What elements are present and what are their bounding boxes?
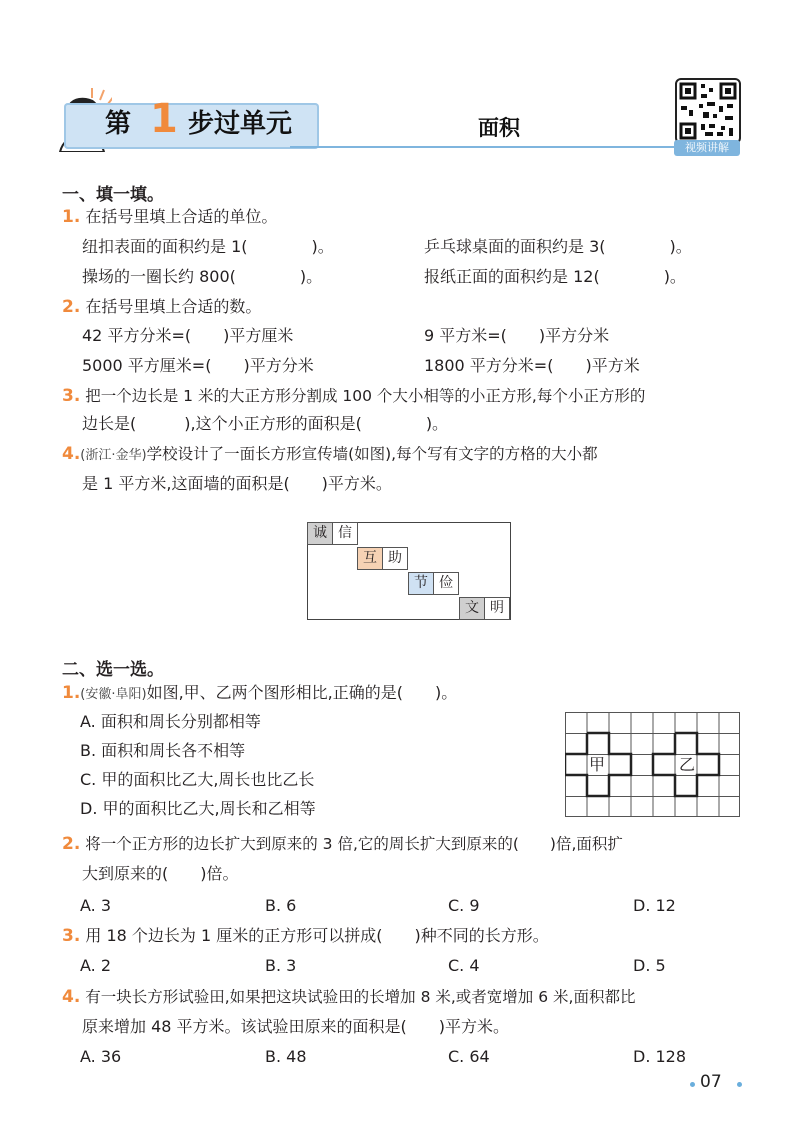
q1-item-a: 纽扣表面的面积约是 1( )。 bbox=[82, 237, 334, 256]
wall-cell: 明 bbox=[485, 598, 510, 620]
question-text: 在括号里填上合适的数。 bbox=[85, 297, 262, 316]
question-2-4 bbox=[62, 987, 635, 1007]
question-text: 有一块长方形试验田,如果把这块试验田的长增加 8 米,或者宽增加 6 米,面积都比 bbox=[85, 988, 636, 1006]
section-heading-choose: 二、选一选。 bbox=[62, 660, 164, 680]
page-dot-right bbox=[737, 1082, 742, 1087]
question-2-2-line2: 大到原来的( )倍。 bbox=[82, 864, 239, 883]
wall-cell: 文 bbox=[460, 598, 485, 620]
question-number: 3. bbox=[62, 926, 81, 946]
question-2-2 bbox=[62, 834, 623, 854]
qr-code-icon[interactable] bbox=[675, 78, 741, 144]
option-a[interactable]: A. 面积和周长分别都相等 bbox=[80, 712, 261, 731]
option-a[interactable]: A. 3 bbox=[80, 896, 112, 915]
question-source: (安徽·阜阳) bbox=[80, 687, 147, 702]
question-text: 将一个正方形的边长扩大到原来的 3 倍,它的周长扩大到原来的( )倍,面积扩 bbox=[85, 835, 623, 853]
question-number: 2. bbox=[62, 834, 81, 854]
banner-label-left: 第 bbox=[105, 109, 132, 139]
question-number: 4. bbox=[62, 987, 81, 1007]
q2-item-a: 42 平方分米=( )平方厘米 bbox=[82, 326, 294, 345]
wall-cell: 俭 bbox=[434, 573, 459, 595]
option-d[interactable]: D. 128 bbox=[633, 1047, 687, 1066]
page-dot-left bbox=[690, 1082, 695, 1087]
question-text: 如图,甲、乙两个图形相比,正确的是( )。 bbox=[146, 683, 458, 702]
option-c[interactable]: C. 9 bbox=[448, 896, 480, 915]
question-4-line2: 是 1 平方米,这面墙的面积是( )平方米。 bbox=[82, 474, 392, 493]
question-3-line2: 边长是( ),这个小正方形的面积是( )。 bbox=[82, 414, 449, 433]
banner-number: 1 bbox=[150, 96, 178, 142]
option-d[interactable]: D. 甲的面积比乙大,周长和乙相等 bbox=[80, 799, 316, 818]
label-yi: 乙 bbox=[679, 755, 696, 774]
wall-cell: 节 bbox=[409, 573, 434, 595]
question-2-3 bbox=[62, 926, 549, 946]
question-number: 3. bbox=[62, 386, 81, 406]
wall-cell: 助 bbox=[383, 548, 408, 570]
question-2-4-line2: 原来增加 48 平方米。该试验田原来的面积是( )平方米。 bbox=[82, 1017, 510, 1036]
q1-item-d: 报纸正面的面积约是 12( )。 bbox=[424, 267, 686, 286]
question-number: 1. bbox=[62, 207, 81, 227]
question-source: (浙江·金华) bbox=[80, 448, 147, 463]
question-2-1 bbox=[62, 683, 457, 705]
question-2 bbox=[62, 297, 261, 317]
banner-label-right: 步过单元 bbox=[188, 109, 293, 139]
wall-cell: 诚 bbox=[308, 523, 333, 545]
option-a[interactable]: A. 36 bbox=[80, 1047, 122, 1066]
option-c[interactable]: C. 64 bbox=[448, 1047, 490, 1066]
question-1 bbox=[62, 207, 277, 227]
q2-item-c: 5000 平方厘米=( )平方分米 bbox=[82, 356, 314, 375]
question-number: 1. bbox=[62, 683, 81, 703]
option-c[interactable]: C. 甲的面积比乙大,周长也比乙长 bbox=[80, 770, 315, 789]
option-a[interactable]: A. 2 bbox=[80, 956, 112, 975]
option-c[interactable]: C. 4 bbox=[448, 956, 480, 975]
video-explain-label[interactable]: 视频讲解 bbox=[674, 140, 740, 156]
option-d[interactable]: D. 5 bbox=[633, 956, 666, 975]
label-jia: 甲 bbox=[589, 755, 606, 774]
question-text: 在括号里填上合适的单位。 bbox=[85, 207, 278, 226]
question-text: 把一个边长是 1 米的大正方形分割成 100 个大小相等的小正方形,每个小正方形的 bbox=[85, 387, 646, 405]
wall-cell: 信 bbox=[333, 523, 358, 545]
option-b[interactable]: B. 48 bbox=[265, 1047, 307, 1066]
section-heading-fill: 一、填一填。 bbox=[62, 185, 164, 205]
question-text: 用 18 个边长为 1 厘米的正方形可以拼成( )种不同的长方形。 bbox=[85, 926, 549, 945]
question-3 bbox=[62, 386, 645, 406]
q1-item-b: 乒乓球桌面的面积约是 3( )。 bbox=[424, 237, 692, 256]
page-number: 07 bbox=[700, 1072, 722, 1092]
question-number: 2. bbox=[62, 297, 81, 317]
option-b[interactable]: B. 6 bbox=[265, 896, 297, 915]
option-b[interactable]: B. 3 bbox=[265, 956, 297, 975]
wall-cell: 互 bbox=[358, 548, 383, 570]
question-text: 学校设计了一面长方形宣传墙(如图),每个写有文字的方格的大小都 bbox=[146, 445, 598, 463]
question-4 bbox=[62, 444, 598, 466]
header-rule bbox=[290, 146, 675, 148]
q2-item-d: 1800 平方分米=( )平方米 bbox=[424, 356, 640, 375]
page-title: 面积 bbox=[478, 116, 520, 140]
option-b[interactable]: B. 面积和周长各不相等 bbox=[80, 741, 246, 760]
option-d[interactable]: D. 12 bbox=[633, 896, 676, 915]
q1-item-c: 操场的一圈长约 800( )。 bbox=[82, 267, 323, 286]
q2-item-b: 9 平方米=( )平方分米 bbox=[424, 326, 610, 345]
question-number: 4. bbox=[62, 444, 81, 464]
